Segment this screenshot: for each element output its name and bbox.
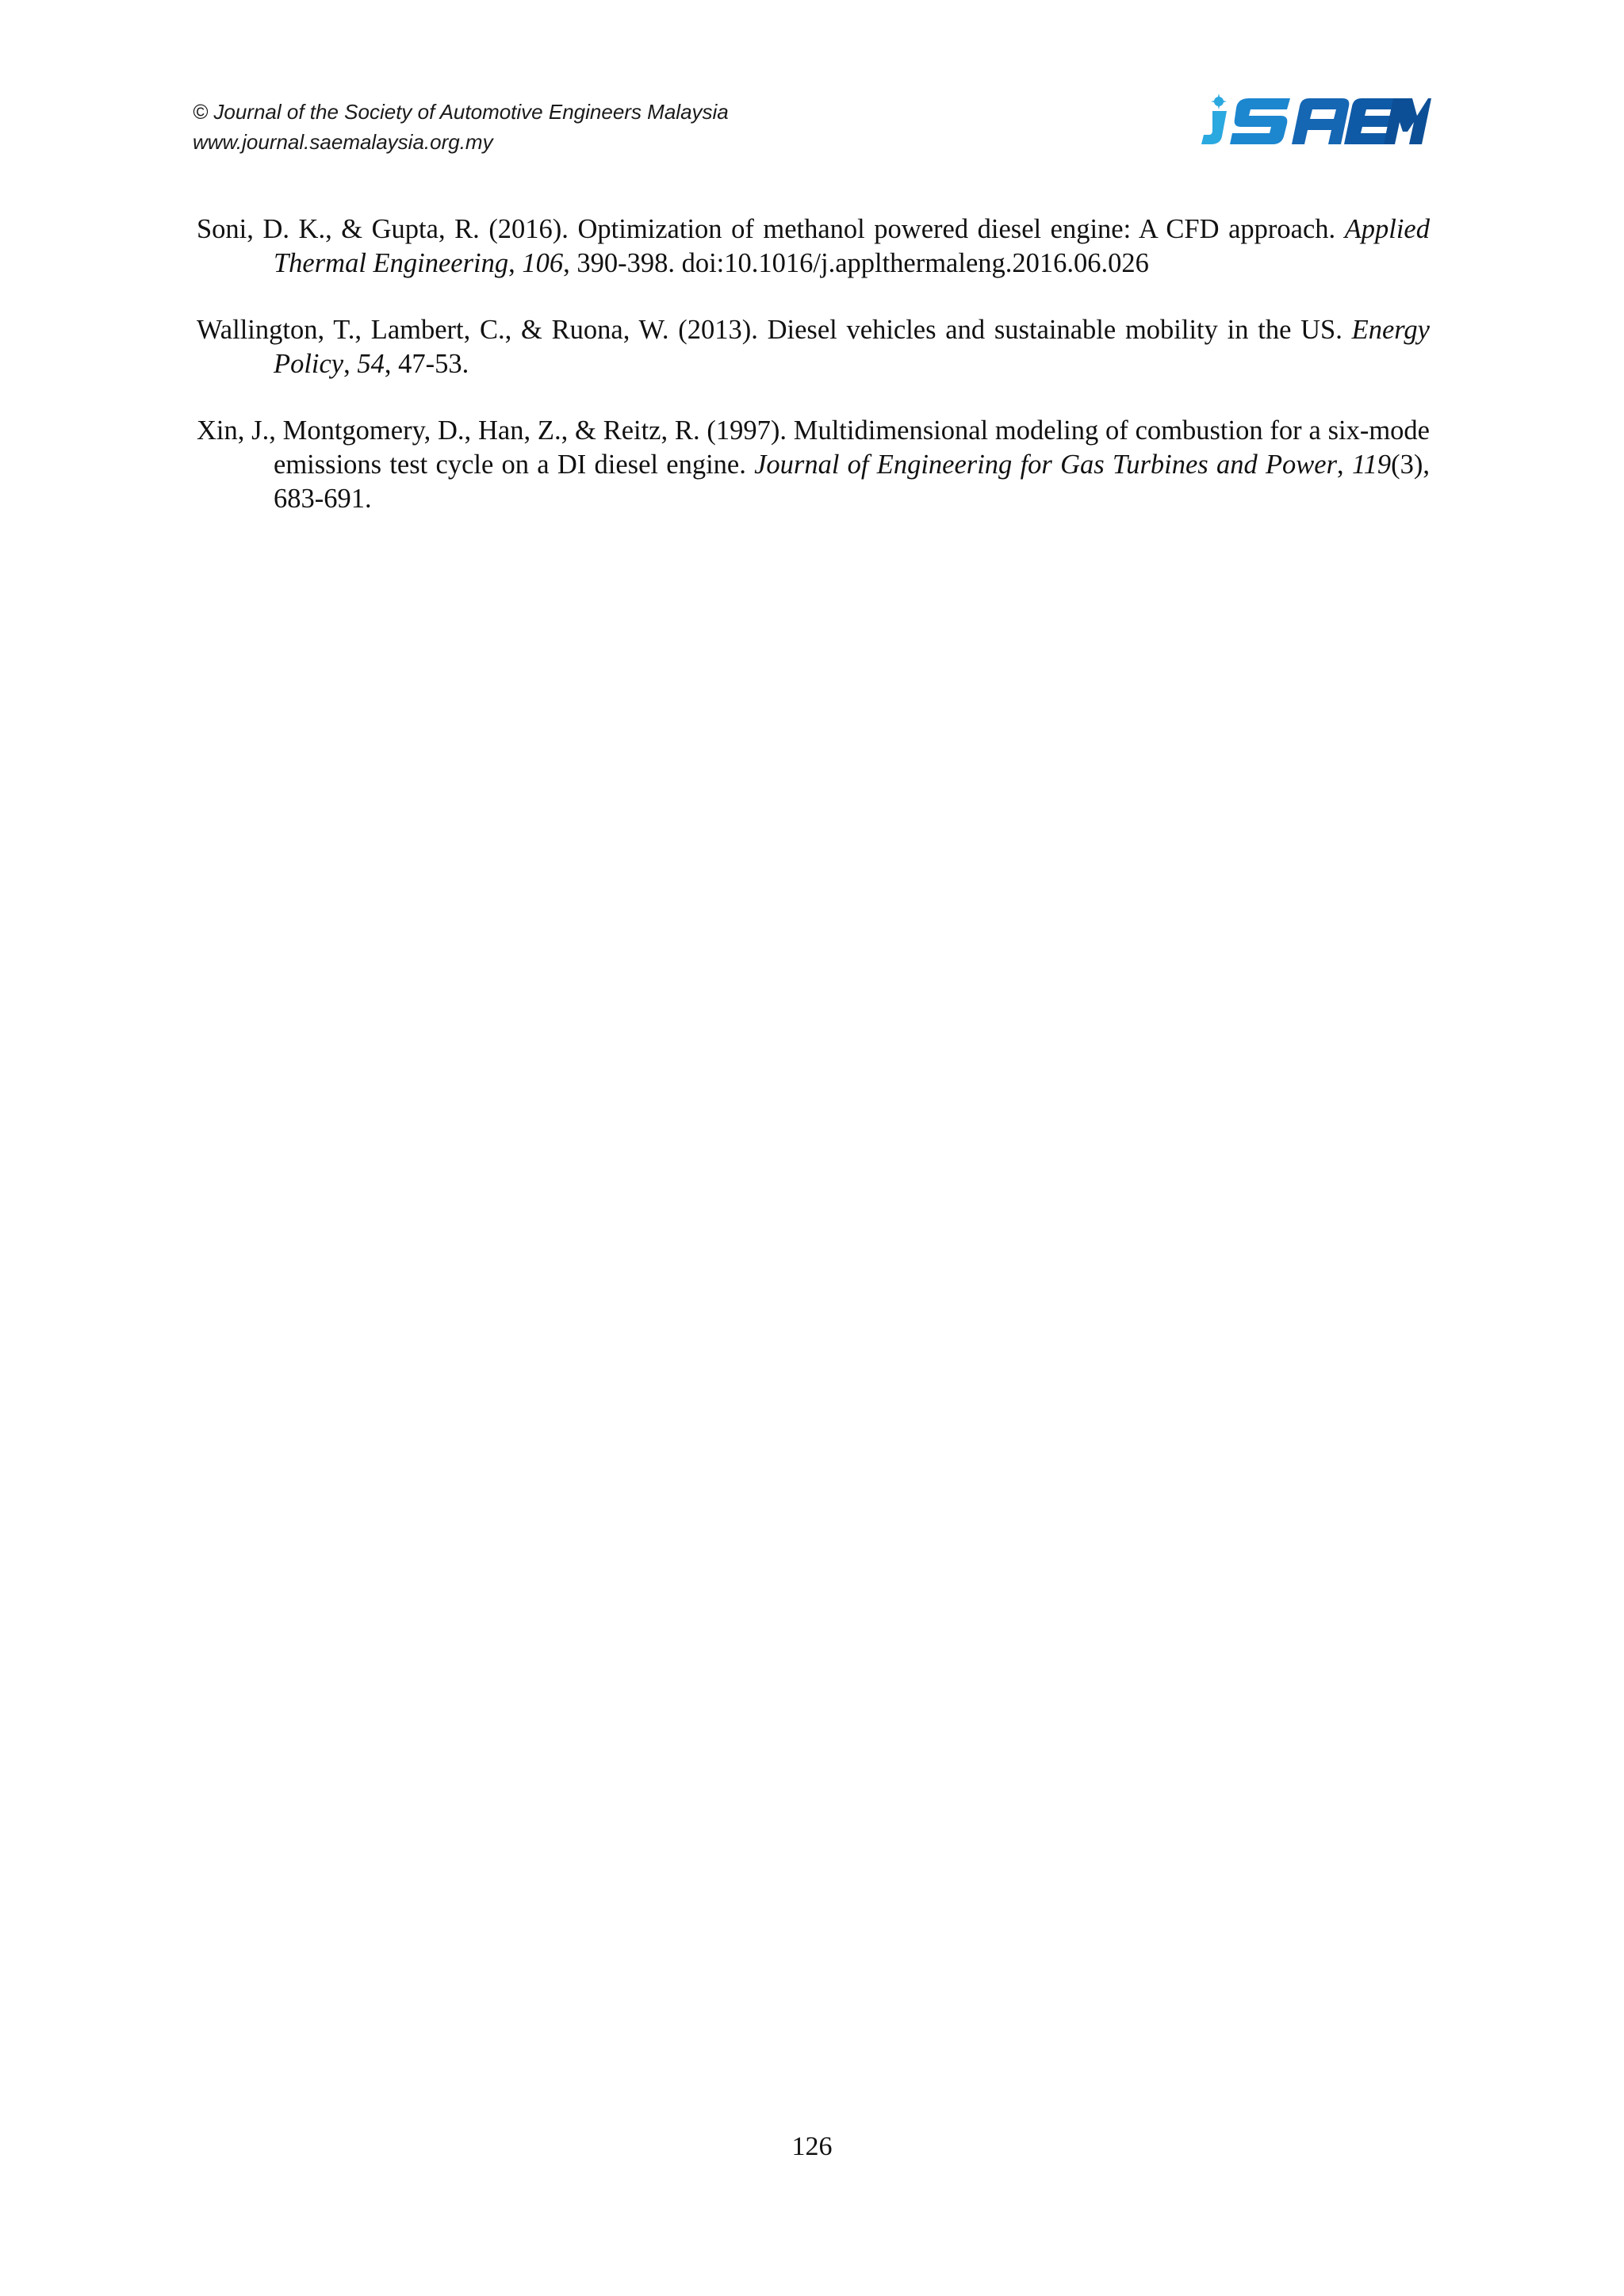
ref-authors-year: Wallington, T., Lambert, C., & Ruona, W. (2013). bbox=[197, 315, 768, 345]
ref-authors-year: Xin, J., Montgomery, D., Han, Z., & Reitz, R. (1997). bbox=[197, 415, 794, 446]
ref-pages-doi: , 390-398. doi:10.1016/j.applthermaleng.2016.06.026 bbox=[563, 248, 1149, 278]
ref-volume: 119 bbox=[1351, 450, 1392, 480]
ref-volume: 106 bbox=[522, 248, 564, 278]
ref-title: Optimization of methanol powered diesel engine: A CFD approach. bbox=[577, 214, 1345, 244]
journal-copyright-line: © Journal of the Society of Automotive Engineers Malaysia bbox=[193, 100, 729, 124]
journal-website[interactable]: www.journal.saemalaysia.org.my bbox=[193, 130, 493, 154]
jsaem-logo-mark bbox=[1201, 94, 1431, 146]
ref-title: Multidimensional modeling of combustion for a six-mode emissions test cycle on a DI diesel engine. bbox=[274, 415, 1430, 480]
journal-credit bbox=[193, 97, 729, 157]
ref-authors-year: Soni, D. K., & Gupta, R. (2016). bbox=[197, 214, 578, 244]
jsaem-logo bbox=[1201, 94, 1431, 146]
ref-separator: , bbox=[508, 248, 523, 278]
ref-separator: , bbox=[343, 349, 358, 379]
reference-entry-xin bbox=[197, 414, 1430, 516]
reference-entry-wallington bbox=[197, 313, 1430, 381]
ref-journal: Energy Policy bbox=[274, 315, 1430, 379]
ref-volume: 54 bbox=[357, 349, 385, 379]
page-number: 126 bbox=[791, 2132, 833, 2161]
reference-list bbox=[197, 212, 1430, 549]
page-header bbox=[193, 94, 1431, 165]
ref-title: Diesel vehicles and sustainable mobility in the US. bbox=[767, 315, 1352, 345]
ref-separator: , bbox=[1337, 450, 1352, 480]
reference-entry-soni bbox=[197, 212, 1430, 281]
ref-pages: , 47-53. bbox=[384, 349, 469, 379]
ref-journal: Applied Thermal Engineering bbox=[274, 214, 1430, 278]
ref-issue-pages: (3), 683-691. bbox=[274, 450, 1430, 514]
ref-journal: Journal of Engineering for Gas Turbines and Power bbox=[754, 450, 1338, 480]
